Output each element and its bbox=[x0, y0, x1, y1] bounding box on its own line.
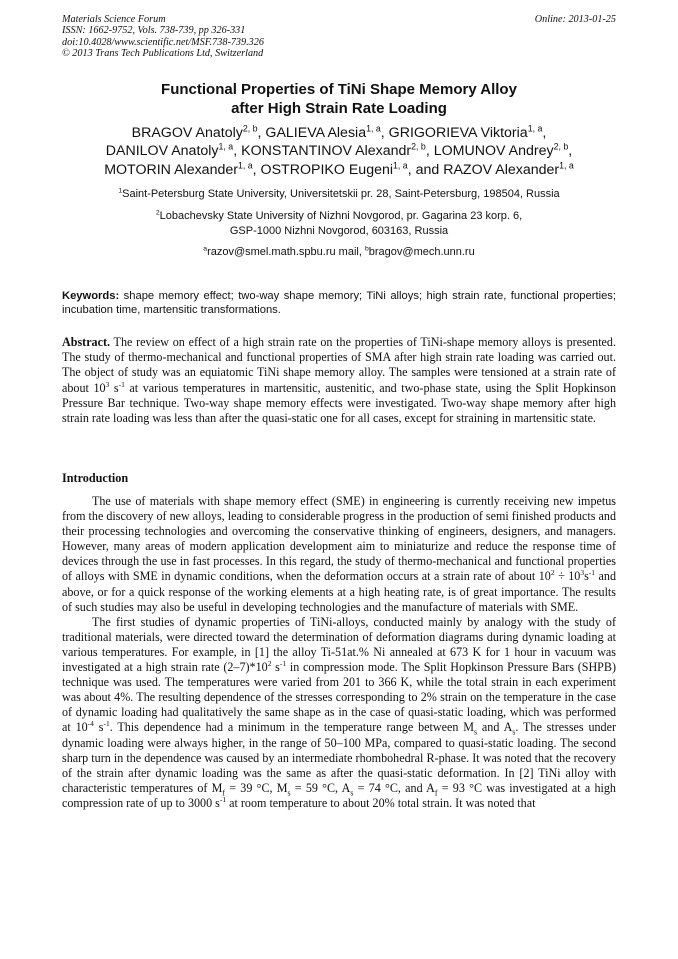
author: MOTORIN Alexander$^{1, a}$, bbox=[104, 160, 261, 178]
intro-body bbox=[62, 494, 616, 811]
author: RAZOV Alexander$^{1, a}$ bbox=[443, 160, 574, 178]
paragraph: The first studies of dynamic properties of TiNi-alloys, conducted mainly by analogy with the study of traditional materials, were directed toward the determination of deformation diagrams during dynamic loading at various temperatures. For example, in [1] the alloy Ti-51at.% Ni annealed at 673 K for 1 hour in vacuum was investigated at a high strain rate $(2-7)*10^2$ $s^{-1}$ in compression mode. The Split Hopkinson Pressure Bars (SHPB) technique was used. The temperatures were varied from 201 to 366 K, while the total strain in each experiment was about 4%. The resulting dependence of the stresses corresponding to 2% strain on the temperature in the case of dynamic loading had qualitatively the same shape as in the case of quasi-static loading, which was performed at $10^{-4}$ $s^{-1}$. This dependence had a minimum in the temperature range between $M_s$ and $A_s$. The stresses under dynamic loading were always higher, in the range of 50–100 MPa, compared to quasi-static loading. The second sharp turn in the dependence was caused by an intermediate rhombohedral R-phase. It was noted that the recovery of the strain after dynamic loading was the same as after the quasi-static deformation. In [2] TiNi alloy with characteristic temperatures of $M_f = 39$ °C, $M_s = 59$ °C, $A_s = 74$ °C, and $A_f = 93$ °C was investigated at a high compression rate of up to 3000 $s^{-1}$ at room temperature to about 20% total strain. It was noted that bbox=[62, 614, 616, 810]
author: GALIEVA Alesia$^{1, a}$, bbox=[265, 123, 389, 141]
issn: ISSN: 1662-9752, Vols. 738-739, pp 326-331 bbox=[62, 25, 246, 37]
paragraph: The use of materials with shape memory effect (SME) in engineering is currently receiving new impetus from the discovery of new alloys, leading to considerable progress in the production of semi finished products and their processing technologies and overcoming the conservative thinking of engineers, designers, and managers. However, many areas of modern application development aim to miniaturize and reduce the response time of devices through the use in fast processes. In this regard, the study of thermo-mechanical and functional properties of alloys with SME in dynamic conditions, when the deformation occurs at a strain rate of about $10^2 \div 10^3s^{-1}$ and above, or for a quick response of the working elements at a high heating rate, is of great importance. The results of such studies may also be useful in developing technologies and the manufacture of materials with SME. bbox=[62, 494, 616, 614]
author-list bbox=[62, 124, 616, 179]
author: KONSTANTINOV Alexandr$^{2, b}$, bbox=[241, 141, 434, 160]
keywords-label: Keywords: bbox=[62, 290, 120, 302]
paper-title bbox=[62, 80, 616, 118]
email-link[interactable]: bragov@mech.unn.ru bbox=[368, 246, 475, 258]
email-line: $^a$razov@smel.math.spbu.ru mail, $^b$bragov@mech.unn.ru bbox=[203, 245, 475, 258]
section-heading: Introduction bbox=[62, 471, 129, 485]
doi: doi:10.4028/www.scientific.net/MSF.738-739.326 bbox=[62, 36, 264, 48]
email-link[interactable]: razov@smel.math.spbu.ru mail, bbox=[207, 246, 365, 258]
affiliation-2: $^2$Lobachevsky State University of Nizhni Novgorod, pr. Gagarina 23 korp. 6, GSP-1000 Nizhni Novgorod, 603163, Russia bbox=[155, 209, 523, 237]
journal-header bbox=[62, 14, 616, 59]
author: GRIGORIEVA Viktoria$^{1, a}$, bbox=[388, 123, 547, 141]
keywords bbox=[62, 289, 616, 317]
copyright: © 2013 Trans Tech Publications Ltd, Switzerland bbox=[62, 47, 264, 59]
author: DANILOV Anatoly$^{1, a}$, bbox=[105, 141, 242, 160]
author: OSTROPIKO Eugeni$^{1, a}$, and bbox=[260, 160, 444, 178]
author: LOMUNOV Andrey$^{2, b}$, bbox=[433, 141, 573, 160]
author: BRAGOV Anatoly$^{2, b}$, bbox=[131, 123, 266, 141]
journal-name: Materials Science Forum bbox=[62, 14, 166, 25]
online-date: Online: 2013-01-25 bbox=[534, 14, 616, 25]
title-line-2: after High Strain Rate Loading bbox=[231, 100, 447, 117]
keywords-text: shape memory effect; two-way shape memory; TiNi alloys; high strain rate, functional properties; incubation time, martensitic transformations. bbox=[62, 290, 616, 316]
abstract: Abstract. The review on effect of a high strain rate on the properties of TiNi-shape memory alloys is presented. The study of thermo-mechanical and functional properties of SMA after high strain rate loading was carried out. The object of study was an equiatomic TiNi shape memory alloy. The samples were tensioned at a strain rate of about $10^3$ $s^{-1}$ at various temperatures in martensitic, austenitic, and two-phase state, using the Split Hopkinson Pressure Bar technique. Two-way shape memory effects were investigated. Two-way shape memory after high strain rate loading was less than after the quasi-static one for all cases, except for straining in martensitic state. bbox=[62, 335, 616, 426]
abstract-label: Abstract. bbox=[62, 335, 111, 349]
title-line-1: Functional Properties of TiNi Shape Memory Alloy bbox=[161, 81, 517, 98]
affiliation-1: $^1$Saint-Petersburg State University, Universitetskii pr. 28, Saint-Petersburg, 198504, Russia bbox=[118, 187, 560, 200]
